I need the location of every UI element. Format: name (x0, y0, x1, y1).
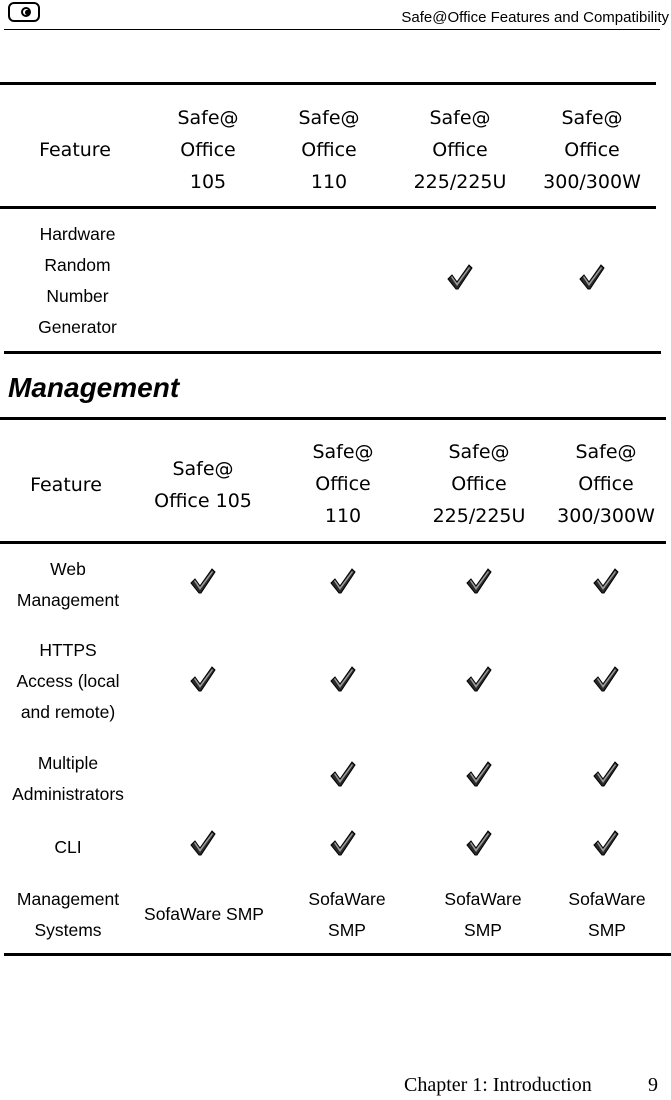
table2-row-mgmt-systems-110-line2: SMP (328, 920, 366, 940)
table1-row-hrng-feature-line1: Hardware (39, 224, 116, 244)
table2-header-110 (293, 436, 393, 532)
table2-row-https-feature-line2: Access (local (16, 671, 120, 691)
table2-header-225 (419, 436, 539, 532)
table2-header-110-line3: 110 (324, 505, 362, 527)
checkmark-icon (464, 567, 494, 597)
table1-header-feature: Feature (39, 139, 111, 161)
table2-header-300-line1: Safe@ (575, 441, 637, 463)
table2-row-mgmt-systems-225 (429, 884, 537, 946)
header-divider (4, 29, 660, 30)
table2-row-https-feature-line1: HTTPS (39, 640, 97, 660)
table2-row-mgmt-systems-300-line1: SofaWare (568, 889, 646, 909)
table2-header-225-line3: 225/225U (432, 505, 526, 527)
table1-row-hrng-feature (20, 219, 135, 343)
table2-row-mgmt-systems-feature-line1: Management (16, 889, 120, 909)
table2-bottom-rule (4, 953, 671, 956)
table2-row-https-feature-line3: and remote) (20, 702, 116, 722)
section-title-management: Management (8, 372, 180, 403)
table2-row-mgmt-systems-feature (0, 884, 136, 946)
table1-row-hrng-feature-line3: Number (46, 286, 109, 306)
table1-header-300-line1: Safe@ (561, 107, 623, 129)
table2-row-https-feature (0, 635, 136, 728)
table1-header-225-line2: Office (432, 139, 488, 161)
checkmark-icon (445, 263, 475, 293)
table1-row-hrng-feature-line4: Generator (38, 317, 117, 337)
table2-row-mgmt-systems-300-line2: SMP (588, 920, 626, 940)
table1-top-rule (0, 82, 656, 85)
table2-header-110-line1: Safe@ (312, 441, 374, 463)
table2-header-105-line2: Office 105 (154, 490, 252, 512)
table2-header-300-line3: 300/300W (557, 505, 655, 527)
table2-row-cli-feature-line1: CLI (54, 837, 82, 857)
checkmark-icon (328, 760, 358, 790)
footer-chapter-label: Chapter 1: Introduction (404, 1074, 592, 1096)
checkmark-icon (591, 760, 621, 790)
table1-header-225-line3: 225/225U (413, 171, 507, 193)
table1-bottom-rule (4, 351, 661, 354)
table2-row-cli-feature (0, 832, 136, 863)
checkmark-icon (328, 567, 358, 597)
table2-row-mgmt-systems-225-line2: SMP (464, 920, 502, 940)
table2-header-rule (0, 541, 666, 544)
table1-header-225-line1: Safe@ (429, 107, 491, 129)
table2-row-mgmt-systems-110-line1: SofaWare (308, 889, 386, 909)
table2-row-web-feature (0, 554, 136, 616)
table2-header-225-line2: Office (451, 473, 507, 495)
running-header-title: Safe@Office Features and Compatibility (401, 9, 669, 26)
checkmark-icon (577, 263, 607, 293)
checkmark-icon (464, 760, 494, 790)
checkmark-icon (188, 829, 218, 859)
table2-header-300-line2: Office (578, 473, 634, 495)
table1-header-300-line3: 300/300W (543, 171, 641, 193)
table2-row-admins-feature-line1: Multiple (37, 753, 99, 773)
table1-header-110-line1: Safe@ (298, 107, 360, 129)
table2-header-225-line1: Safe@ (448, 441, 510, 463)
page-number: 9 (648, 1074, 658, 1096)
table1-header-105-line2: Office (180, 139, 236, 161)
checkmark-icon (464, 665, 494, 695)
table2-top-rule (0, 417, 666, 420)
checkmark-icon (591, 829, 621, 859)
checkmark-icon (464, 829, 494, 859)
table1-header-110 (279, 102, 379, 198)
table2-row-mgmt-systems-feature-line2: Systems (34, 920, 102, 940)
table2-header-feature: Feature (30, 474, 102, 496)
table1-header-225 (400, 102, 520, 198)
table2-row-mgmt-systems-105: SofaWare SMP (144, 904, 264, 924)
table1-header-300-line2: Office (564, 139, 620, 161)
table1-header-rule (0, 206, 656, 209)
table2-row-mgmt-systems-300 (553, 884, 661, 946)
checkmark-icon (328, 665, 358, 695)
table1-header-110-line3: 110 (310, 171, 348, 193)
table2-row-web-feature-line2: Management (16, 590, 120, 610)
table1-row-hrng-feature-line2: Random (44, 255, 111, 275)
checkmark-icon (188, 567, 218, 597)
table2-header-105-line1: Safe@ (172, 458, 234, 480)
table2-row-mgmt-systems-225-line1: SofaWare (444, 889, 522, 909)
table2-row-mgmt-systems-110 (293, 884, 401, 946)
table2-header-105 (138, 453, 268, 517)
table1-header-105-line1: Safe@ (177, 107, 239, 129)
table1-header-110-line2: Office (301, 139, 357, 161)
table2-row-admins-feature-line2: Administrators (12, 784, 124, 804)
checkmark-icon (591, 567, 621, 597)
safe-at-office-logo-icon (8, 2, 40, 22)
table1-header-300 (532, 102, 652, 198)
table1-header-105-line3: 105 (189, 171, 227, 193)
table2-row-admins-feature (0, 748, 136, 810)
table1-header-105 (158, 102, 258, 198)
checkmark-icon (188, 665, 218, 695)
table2-row-web-feature-line1: Web (50, 559, 86, 579)
checkmark-icon (328, 829, 358, 859)
table2-header-300 (546, 436, 666, 532)
checkmark-icon (591, 665, 621, 695)
table2-header-110-line2: Office (315, 473, 371, 495)
